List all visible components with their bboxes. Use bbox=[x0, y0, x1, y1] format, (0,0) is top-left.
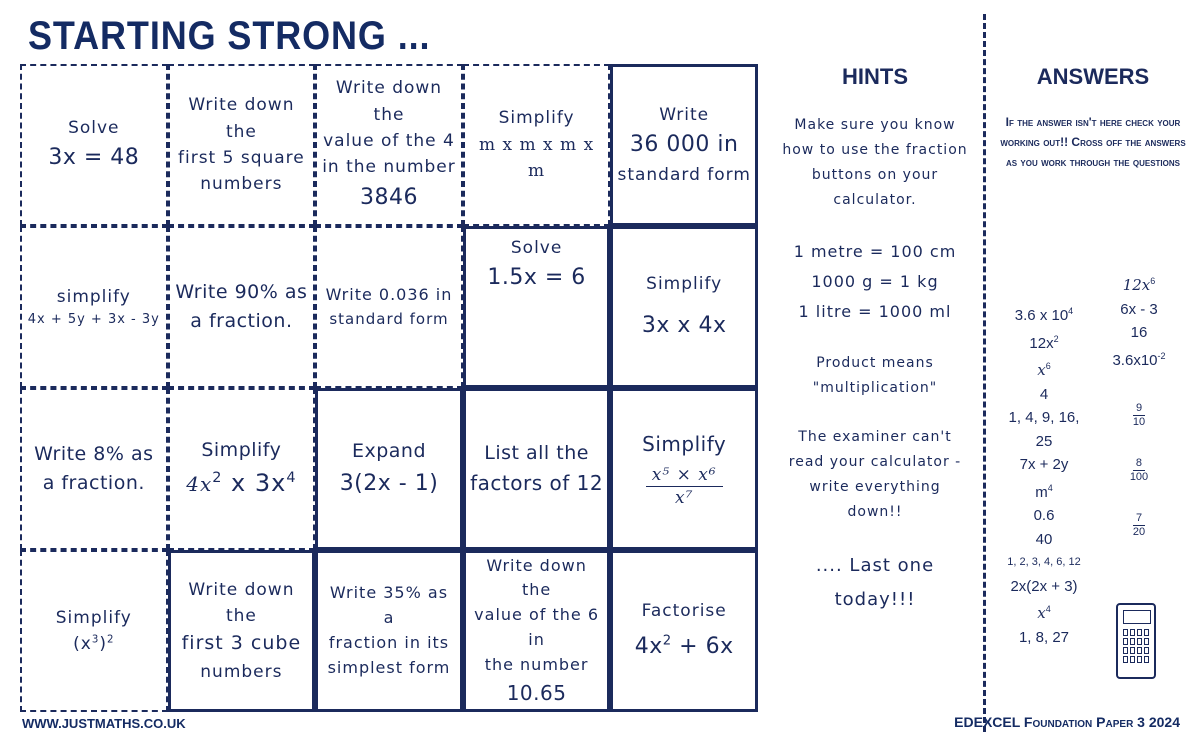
cell-text: Solve bbox=[510, 238, 563, 258]
question-cell-10[interactable] bbox=[610, 226, 758, 388]
cell-text: simplest form bbox=[327, 657, 451, 677]
question-cell-7[interactable] bbox=[168, 226, 316, 388]
question-cell-12[interactable] bbox=[168, 388, 316, 550]
answer-item[interactable]: $x^6$ bbox=[1037, 361, 1051, 379]
cell-text: a fraction. bbox=[190, 310, 293, 332]
question-cell-8[interactable] bbox=[315, 226, 463, 388]
question-cell-14[interactable] bbox=[463, 388, 611, 550]
answer-item[interactable]: $3.6x10^{-2}$ bbox=[1112, 350, 1166, 369]
hint-text: Product means "multiplication" bbox=[812, 355, 938, 396]
question-cell-16[interactable] bbox=[20, 550, 168, 712]
hints-panel bbox=[780, 64, 970, 641]
cell-text: List all the bbox=[484, 441, 589, 464]
question-cell-17[interactable] bbox=[168, 550, 316, 712]
answer-item[interactable]: 7x + 2y bbox=[1019, 456, 1069, 473]
answer-item[interactable]: $\frac{7}{20}$ bbox=[1132, 512, 1146, 538]
answer-item[interactable]: $m^4$ bbox=[1035, 482, 1053, 501]
question-cell-9[interactable] bbox=[463, 226, 611, 388]
cell-text: Solve bbox=[68, 117, 120, 138]
answer-item[interactable]: 1, 2, 3, 4, 6, 12 bbox=[1007, 556, 1081, 568]
cell-text: Simplify bbox=[55, 607, 132, 628]
question-cell-2[interactable] bbox=[168, 64, 316, 226]
question-cell-13[interactable] bbox=[315, 388, 463, 550]
question-cell-5[interactable] bbox=[610, 64, 758, 226]
answers-column-2 bbox=[1096, 270, 1182, 545]
cell-text: m x m x m x m bbox=[479, 134, 595, 182]
cell-text: the number bbox=[484, 654, 589, 674]
page-title: STARTING STRONG ... bbox=[28, 14, 431, 58]
cell-text: Simplify bbox=[201, 438, 282, 461]
website-link[interactable]: WWW.JUSTMATHS.CO.UK bbox=[22, 716, 186, 731]
cell-text: Factorise bbox=[641, 600, 727, 621]
question-cell-1[interactable] bbox=[20, 64, 168, 226]
answer-item[interactable]: $x^4$ bbox=[1037, 604, 1051, 622]
answer-item[interactable]: 1, 8, 27 bbox=[1018, 628, 1070, 646]
fraction-expression: $\frac{\text{x⁵ × x⁶}}{\text{x⁷}}$ bbox=[646, 464, 723, 509]
question-cell-18[interactable] bbox=[315, 550, 463, 712]
answers-heading: ANSWERS bbox=[1036, 64, 1150, 89]
answer-item[interactable]: 6x - 3 bbox=[1120, 300, 1158, 318]
cell-text: Expand bbox=[351, 440, 427, 463]
cell-text: 3(2x - 1) bbox=[339, 470, 439, 496]
cell-text: numbers bbox=[200, 661, 283, 682]
answer-item[interactable]: 2x(2x + 3) bbox=[1010, 577, 1078, 595]
cell-text: Write down the bbox=[188, 95, 295, 142]
cell-text: first 5 square bbox=[178, 148, 305, 168]
cell-text: in the number bbox=[322, 157, 456, 178]
question-cell-11[interactable] bbox=[20, 388, 168, 550]
divider-line bbox=[983, 14, 986, 732]
cell-expression: $4x^2 + 6x$ bbox=[634, 633, 734, 660]
cell-expression: $4x^2$ x $3x^4$ bbox=[186, 469, 297, 498]
answer-item[interactable]: 4 bbox=[1039, 385, 1049, 403]
cell-text: Write bbox=[659, 104, 710, 125]
cell-text: 3x = 48 bbox=[48, 145, 140, 171]
cell-text: Simplify bbox=[646, 273, 723, 294]
hint-text: Make sure you know how to use the fraction buttons on your calculator. bbox=[782, 117, 968, 208]
answer-item[interactable]: $12x^6$ bbox=[1122, 276, 1156, 294]
cell-text: first 3 cube bbox=[181, 632, 302, 655]
answer-item[interactable]: 0.6 bbox=[1033, 507, 1055, 524]
answers-note: If the answer isn't here check your working out!! Cross off the answers as you work through the questions bbox=[1000, 115, 1186, 169]
cell-text: 3846 bbox=[359, 184, 418, 210]
cell-text: Write 0.036 in bbox=[325, 284, 453, 304]
cell-text: 1.5x = 6 bbox=[487, 265, 586, 291]
answer-item[interactable]: 1, 4, 9, 16, bbox=[1008, 409, 1080, 426]
cell-text: a fraction. bbox=[42, 472, 145, 494]
question-cell-20[interactable] bbox=[610, 550, 758, 712]
hints-heading: HINTS bbox=[842, 64, 908, 89]
answer-item[interactable]: $12x^2$ bbox=[1029, 333, 1059, 352]
cell-text: 3x x 4x bbox=[641, 313, 727, 339]
cell-text: numbers bbox=[200, 174, 283, 195]
cell-text: Simplify bbox=[642, 431, 727, 456]
question-grid bbox=[20, 64, 758, 712]
paper-label: EDEXCEL Foundation Paper 3 2024 bbox=[954, 714, 1180, 730]
answer-item[interactable]: $\frac{9}{10}$ bbox=[1132, 402, 1146, 428]
question-cell-6[interactable] bbox=[20, 226, 168, 388]
answers-panel bbox=[998, 64, 1188, 646]
cell-text: value of the 4 bbox=[323, 130, 455, 151]
cell-text: Write down the bbox=[335, 78, 443, 125]
cell-text: standard form bbox=[617, 165, 751, 186]
cell-text: Write down the bbox=[188, 579, 295, 627]
cell-text: value of the 6 in bbox=[474, 605, 599, 649]
answer-item[interactable]: 3.6 x $10^4$ bbox=[1014, 306, 1074, 324]
cell-text: Write 8% as bbox=[34, 442, 154, 465]
hint-text: The examiner can't read your calculator - write everything down!! bbox=[788, 429, 962, 520]
answers-column-1 bbox=[998, 300, 1090, 649]
cell-text: standard form bbox=[329, 309, 449, 328]
question-cell-15[interactable] bbox=[610, 388, 758, 550]
cell-text: factors of 12 bbox=[470, 471, 604, 496]
cell-text: Write 35% as a bbox=[329, 583, 449, 628]
cell-text: Write 90% as bbox=[175, 280, 308, 303]
calculator-icon bbox=[1116, 603, 1156, 679]
cell-text: 10.65 bbox=[506, 680, 567, 705]
question-cell-19[interactable] bbox=[463, 550, 611, 712]
answer-item[interactable]: $\frac{8}{100}$ bbox=[1129, 457, 1149, 483]
cell-text: Write down the bbox=[486, 555, 587, 600]
cell-text: simplify bbox=[56, 286, 131, 307]
answer-item[interactable]: 25 bbox=[1035, 432, 1053, 450]
hint-text: .... Last one today!!! bbox=[815, 555, 935, 610]
answer-item[interactable]: 16 bbox=[1130, 324, 1148, 341]
cell-text: fraction in its bbox=[328, 633, 450, 652]
answer-item[interactable]: 40 bbox=[1035, 530, 1053, 548]
question-cell-3[interactable] bbox=[315, 64, 463, 226]
cell-text: 4x + 5y + 3x - 3y bbox=[27, 312, 160, 328]
cell-expression: $(x^3)^2$ bbox=[73, 634, 115, 654]
hint-conversions: 1 metre = 100 cm 1000 g = 1 kg 1 litre = 1000 ml bbox=[793, 242, 957, 321]
cell-text: Simplify bbox=[498, 108, 575, 129]
cell-text: 36 000 in bbox=[629, 131, 739, 157]
question-cell-4[interactable] bbox=[463, 64, 611, 226]
